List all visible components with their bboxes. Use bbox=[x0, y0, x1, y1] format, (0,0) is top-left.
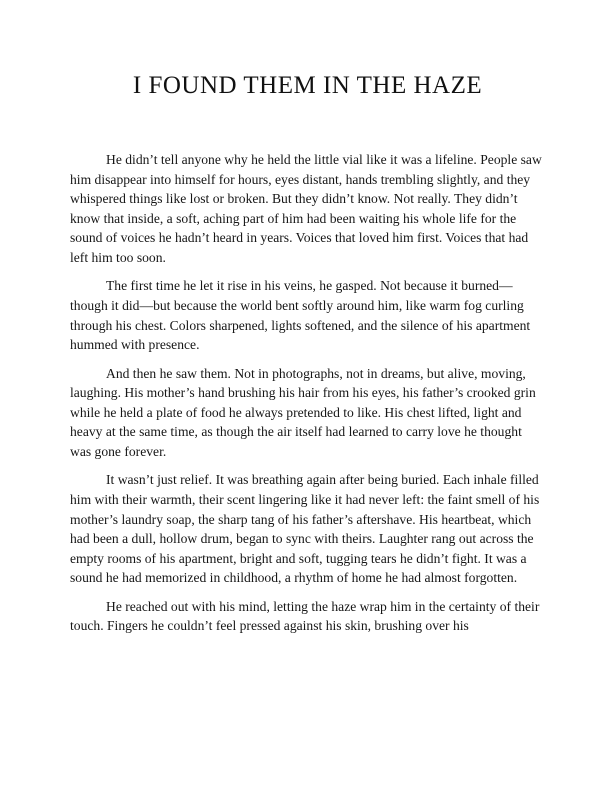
paragraph: And then he saw them. Not in photographs, not in dreams, but alive, moving, laughing. His mother’s hand brushing his hair from his eyes, his father’s crooked grin while he held a plate of food he always pretended to like. His chest lifted, light and heavy at the same time, as though the air itself had learned to carry love he thought was gone forever. bbox=[70, 365, 536, 459]
document-body bbox=[70, 150, 545, 636]
paragraph: It wasn’t just relief. It was breathing again after being buried. Each inhale filled him with their warmth, their scent lingering like it had never left: the faint smell of his mother’s laundry soap, the sharp tang of his father’s aftershave. His heartbeat, which had been a dull, hollow drum, began to sync with theirs. Laughter rang out across the empty rooms of his apartment, bright and soft, tugging tears he didn’t fight. It was a sound he had memorized in childhood, a rhythm of home he had almost forgotten. bbox=[70, 472, 540, 586]
paragraph: He didn’t tell anyone why he held the little vial like it was a lifeline. People saw him disappear into himself for hours, eyes distant, hands trembling slightly, and they whispered things like lost or broken. But they didn’t know. Not really. They didn’t know that inside, a soft, aching part of him had been waiting his whole life for the sound of voices he hadn’t heard in years. Voices that loved him first. Voices that had left him too soon. bbox=[70, 152, 542, 265]
paragraph: The first time he let it rise in his veins, he gasped. Not because it burned—though it did—but because the world bent softly around him, like warm fog curling through his chest. Colors sharpened, lights softened, and the silence of his apartment hummed with presence. bbox=[70, 278, 531, 353]
paragraph: He reached out with his mind, letting the haze wrap him in the certainty of their touch. Fingers he couldn’t feel pressed against his skin, brushing over his bbox=[70, 598, 540, 634]
page-title: I FOUND THEM IN THE HAZE bbox=[132, 72, 483, 99]
